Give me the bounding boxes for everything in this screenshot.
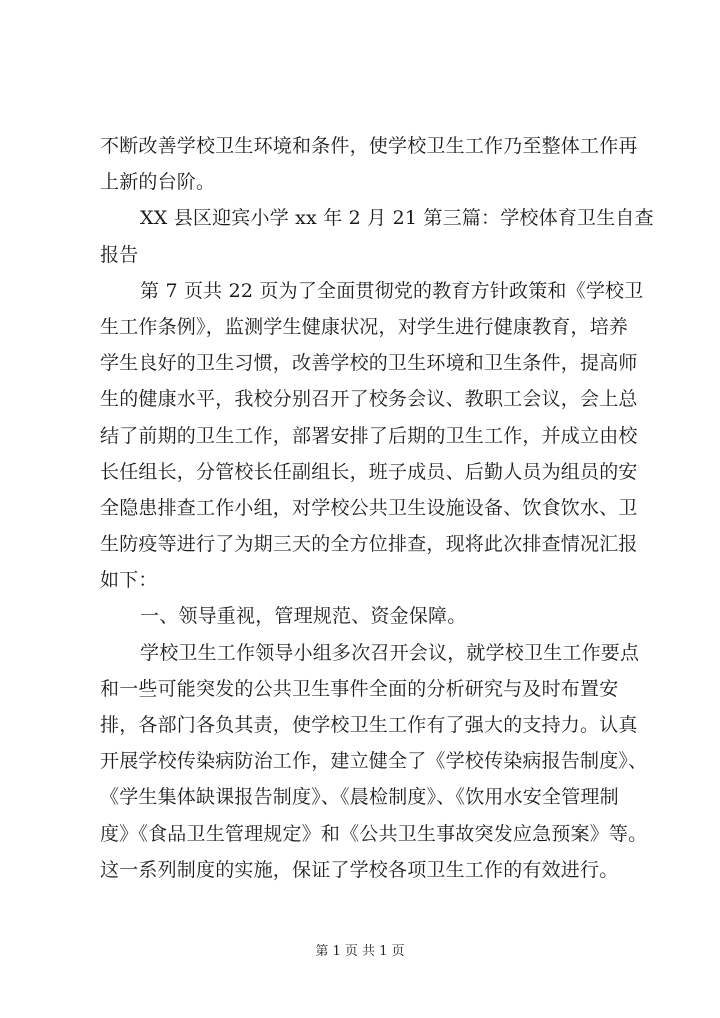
text-line: 生的健康水平，我校分别召开了校务会议、教职工会议，会上总 [100,388,638,411]
text-line: 长任组长，分管校长任副组长，班子成员、后勤人员为组员的安 [100,460,638,483]
page-number-footer: 第 1 页 共 1 页 [315,944,405,959]
text-line: 如下： [100,569,158,592]
text-line: 《学生集体缺课报告制度》、《晨检制度》、《饮用水安全管理制 [100,786,619,809]
text-line: 学生良好的卫生习惯，改善学校的卫生环境和卫生条件，提高师 [100,352,638,375]
text-line: 生工作条例》，监测学生健康状况，对学生进行健康教育，培养 [100,315,629,338]
section-heading: 一、领导重视，管理规范、资金保障。 [140,605,467,628]
text-line: 结了前期的卫生工作，部署安排了后期的卫生工作，并成立由校 [100,424,638,447]
text-line: 学校卫生工作领导小组多次召开会议，就学校卫生工作要点 [140,641,640,664]
text-line: 不断改善学校卫生环境和条件，使学校卫生工作乃至整体工作再 [100,135,638,157]
text-line: 开展学校传染病防治工作，建立健全了《学校传染病报告制度》、 [100,750,648,773]
text-line: 第 7 页共 22 页为了全面贯彻党的教育方针政策和《学校卫 [140,279,644,302]
text-line: 和一些可能突发的公共卫生事件全面的分析研究与及时布置安 [100,677,619,700]
text-line: 排，各部门各负其责，使学校卫生工作有了强大的支持力。认真 [100,714,638,736]
text-line: 生防疫等进行了为期三天的全方位排查，现将此次排查情况汇报 [100,533,638,556]
text-line: XX 县区迎宾小学 xx 年 2 月 21 第三篇：学校体育卫生自查 [140,207,654,230]
document-body [100,128,660,888]
text-line: 全隐患排查工作小组，对学校公共卫生设施设备、饮食饮水、卫 [100,496,638,519]
text-line: 度》《食品卫生管理规定》和《公共卫生事故突发应急预案》等。 [100,822,648,845]
text-line: 上新的台阶。 [100,171,216,194]
text-line: 报告 [100,243,139,266]
text-line: 这一系列制度的实施，保证了学校各项卫生工作的有效进行。 [100,858,619,881]
